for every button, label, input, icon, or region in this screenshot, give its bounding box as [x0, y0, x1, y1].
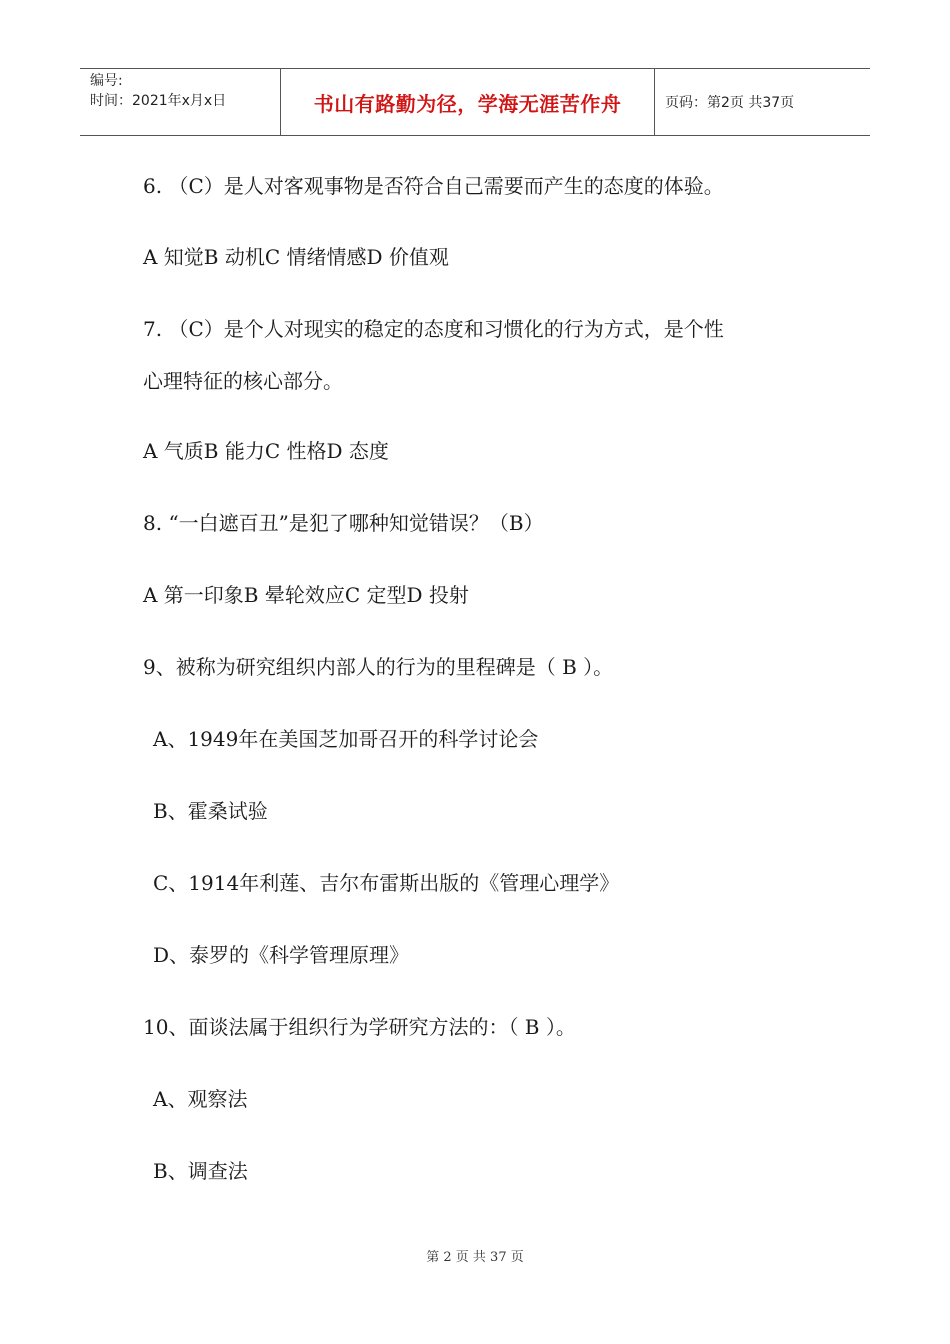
question-6-options: A 知觉B 动机C 情绪情感D 价值观 — [143, 245, 449, 269]
question-9-option-a: A、1949年在美国芝加哥召开的科学讨论会 — [153, 727, 539, 751]
document-date: 时间：2021年x月x日 — [90, 93, 227, 109]
question-10: 10、面谈法属于组织行为学研究方法的：（ B ）。 — [143, 1015, 576, 1039]
question-7-options: A 气质B 能力C 性格D 态度 — [143, 439, 389, 463]
header-page-info: 页码：第2页 共37页 — [665, 95, 795, 111]
question-7-line-1: 7. （C）是个人对现实的稳定的态度和习惯化的行为方式，是个性 — [143, 317, 724, 341]
header-meta — [80, 69, 281, 135]
question-9-option-b: B、霍桑试验 — [153, 799, 268, 823]
question-10-option-b: B、调查法 — [153, 1159, 248, 1183]
question-9-option-d: D、泰罗的《科学管理原理》 — [153, 943, 410, 967]
question-7-line-2: 心理特征的核心部分。 — [143, 369, 343, 393]
question-10-option-a: A、观察法 — [153, 1087, 248, 1111]
document-number-label: 编号: — [90, 73, 123, 89]
question-8: 8. “一白遮百丑”是犯了哪种知觉错误？（B） — [143, 511, 544, 535]
question-9-option-c: C、1914年利莲、吉尔布雷斯出版的《管理心理学》 — [153, 871, 620, 895]
question-9: 9、被称为研究组织内部人的行为的里程碑是（ B ）。 — [143, 655, 614, 679]
page-header — [80, 68, 870, 136]
question-8-options: A 第一印象B 晕轮效应C 定型D 投射 — [143, 583, 469, 607]
page-footer: 第 2 页 共 37 页 — [426, 1250, 524, 1265]
header-motto: 书山有路勤为径，学海无涯苦作舟 — [281, 69, 655, 135]
question-6: 6. （C）是人对客观事物是否符合自己需要而产生的态度的体验。 — [143, 174, 724, 198]
